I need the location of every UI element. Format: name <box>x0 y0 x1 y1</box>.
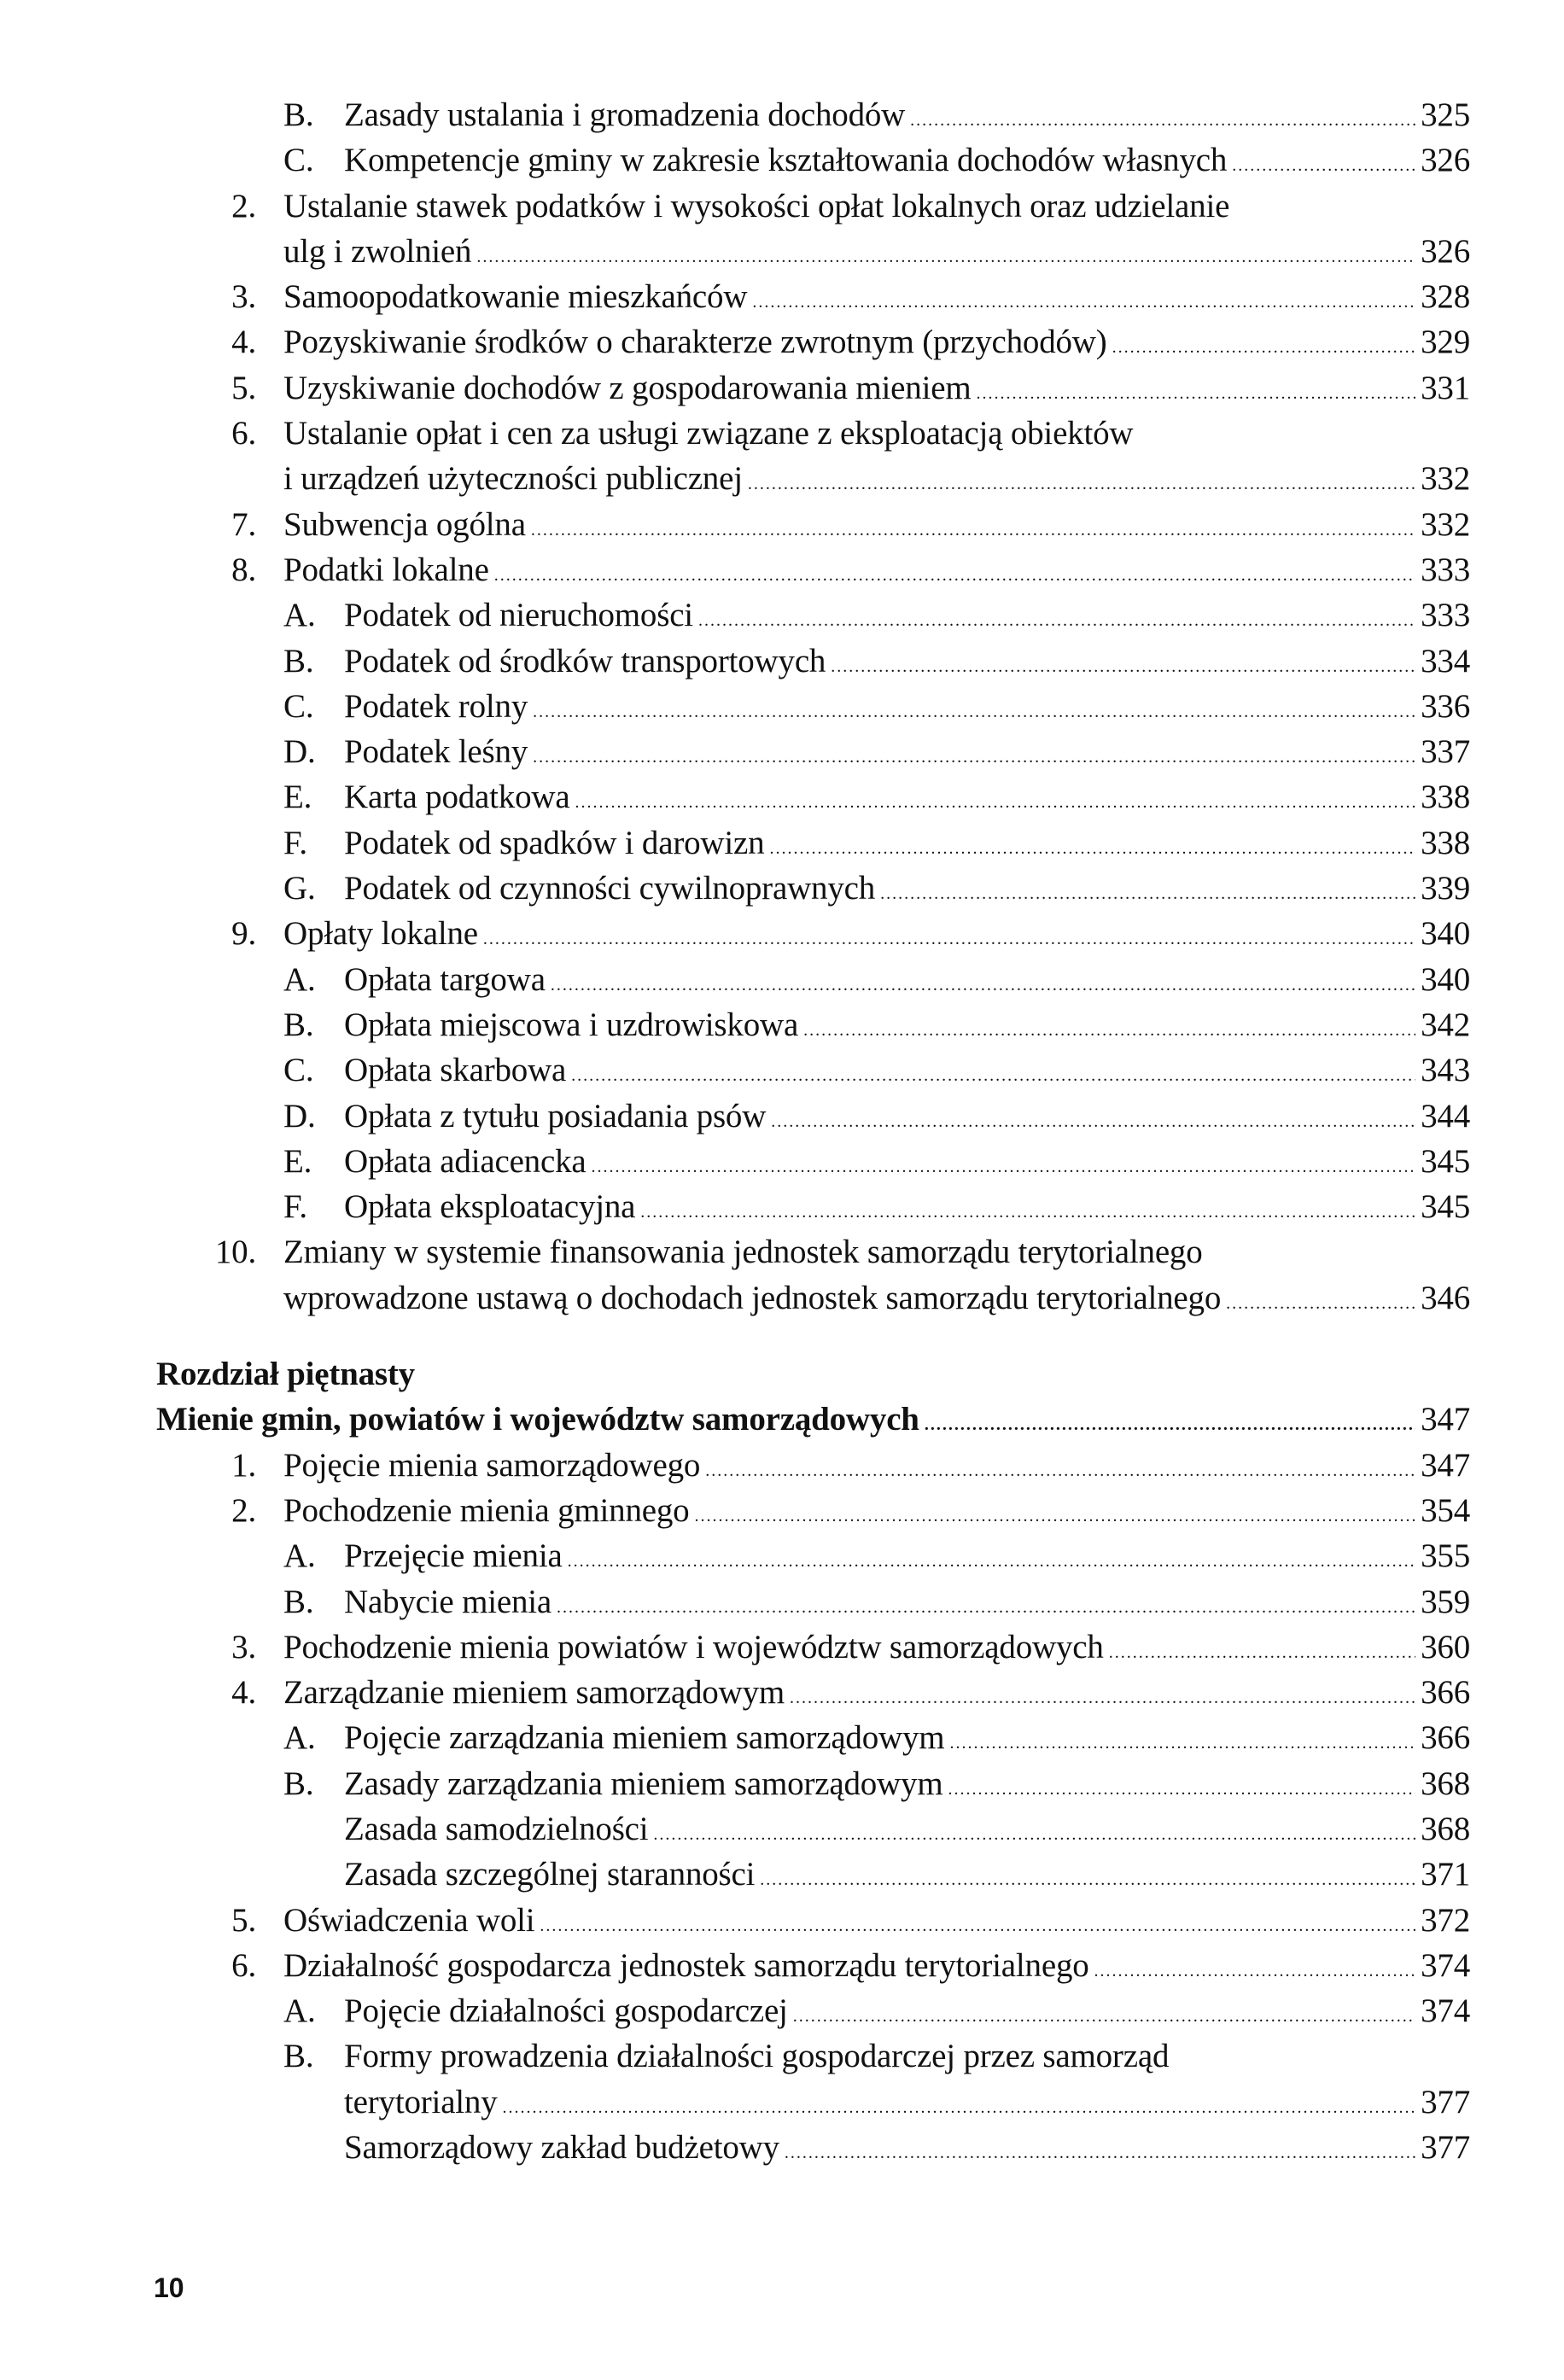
entry-title: Opłata skarbowa <box>344 1052 567 1089</box>
entry-page: 377 <box>1421 2129 1470 2167</box>
entry-title: Karta podatkowa <box>344 779 570 816</box>
entry-page: 344 <box>1421 1097 1470 1135</box>
leader-dots <box>1112 325 1416 370</box>
entry-letter: C. <box>283 687 314 725</box>
entry-page: 345 <box>1421 1142 1470 1180</box>
entry-line <box>283 1943 1470 1994</box>
entry-page: 374 <box>1421 1946 1470 1984</box>
entry-letter: B. <box>283 1765 314 1802</box>
leader-dots <box>976 371 1415 417</box>
leader-dots <box>533 735 1415 780</box>
entry-line <box>344 2125 1470 2176</box>
leader-dots <box>694 1494 1415 1539</box>
entry-page: 329 <box>1421 324 1470 361</box>
entry-title: Ustalanie opłat i cen za usługi związane z eksploatacją obiektów <box>283 415 1134 452</box>
entry-page: 368 <box>1421 1765 1470 1802</box>
toc-entry <box>0 1488 1564 1533</box>
chapter-page: 347 <box>1421 1401 1470 1438</box>
entry-page: 332 <box>1421 505 1470 543</box>
entry-page: 332 <box>1421 460 1470 498</box>
leader-dots <box>910 98 1415 143</box>
entry-letter: D. <box>283 733 316 771</box>
entry-page: 374 <box>1421 1992 1470 2030</box>
leader-dots <box>785 2131 1415 2176</box>
entry-number: 10. <box>214 1234 256 1271</box>
entry-page: 339 <box>1421 870 1470 907</box>
entry-title: Opłata z tytułu posiadania psów <box>344 1097 767 1135</box>
entry-line <box>283 229 1470 280</box>
entry-page: 342 <box>1421 1006 1470 1043</box>
entry-line <box>344 639 1470 690</box>
entry-line <box>283 184 1470 229</box>
toc-entry <box>0 2033 1564 2079</box>
entry-page: 337 <box>1421 733 1470 771</box>
entry-title: Samoopodatkowanie mieszkańców <box>283 278 748 316</box>
entry-number: 5. <box>231 1901 256 1939</box>
leader-dots <box>1094 1949 1416 1994</box>
entry-letter: C. <box>283 1052 314 1089</box>
entry-line <box>344 1002 1470 1053</box>
leader-dots <box>790 1676 1415 1721</box>
entry-title: Opłata miejscowa i uzdrowiskowa <box>344 1006 799 1043</box>
toc-entry <box>0 365 1564 411</box>
toc-entry <box>0 1047 1564 1093</box>
leader-dots <box>476 235 1415 280</box>
chapter-heading <box>0 1351 1564 1397</box>
entry-title: Podatek od środków transportowych <box>344 642 826 680</box>
entry-line <box>283 411 1470 456</box>
leader-dots <box>494 553 1415 598</box>
entry-line <box>344 866 1470 917</box>
leader-dots <box>880 872 1415 917</box>
entry-title: Zasady ustalania i gromadzenia dochodów <box>344 96 906 133</box>
leader-dots <box>557 1585 1415 1630</box>
entry-line <box>344 1184 1470 1235</box>
entry-line <box>283 456 1470 507</box>
leader-dots <box>640 1190 1415 1235</box>
entry-title: Oświadczenia woli <box>283 1901 535 1939</box>
entry-line <box>283 365 1470 417</box>
entry-page: 360 <box>1421 1628 1470 1665</box>
entry-line <box>283 1898 1470 1949</box>
entry-line <box>344 957 1470 1008</box>
entry-line <box>344 592 1470 644</box>
leader-dots <box>760 1858 1415 1903</box>
toc-entry <box>0 1533 1564 1578</box>
entry-line <box>344 1533 1470 1584</box>
entry-letter: A. <box>283 960 316 998</box>
entry-title: Pojęcie zarządzania mieniem samorządowym <box>344 1719 945 1757</box>
entry-line <box>344 1139 1470 1190</box>
toc-entry <box>0 229 1564 274</box>
leader-dots <box>705 1449 1415 1494</box>
entry-title: terytorialny <box>344 2083 498 2120</box>
entry-line <box>344 1806 1470 1858</box>
entry-letter: B. <box>283 1583 314 1620</box>
leader-dots <box>793 1994 1415 2039</box>
toc-entry <box>0 957 1564 1002</box>
chapter-title <box>0 1397 1564 1442</box>
leader-dots <box>803 1008 1415 1053</box>
toc-entry <box>0 319 1564 365</box>
entry-number: 3. <box>231 278 256 316</box>
entry-title: Pochodzenie mienia powiatów i województw samorządowych <box>283 1628 1104 1665</box>
entry-page: 333 <box>1421 597 1470 634</box>
entry-page: 354 <box>1421 1491 1470 1529</box>
entry-line <box>344 1852 1470 1903</box>
entry-page: 366 <box>1421 1674 1470 1712</box>
leader-dots <box>503 2085 1416 2131</box>
entry-number: 5. <box>231 369 256 406</box>
toc-entry <box>0 820 1564 866</box>
entry-title: Uzyskiwanie dochodów z gospodarowania mieniem <box>283 369 972 406</box>
entry-line <box>344 820 1470 872</box>
entry-page: 338 <box>1421 824 1470 861</box>
entry-page: 334 <box>1421 642 1470 680</box>
entry-line <box>344 1047 1470 1099</box>
entry-title: Podatek leśny <box>344 733 528 771</box>
toc-entry <box>0 1898 1564 1943</box>
entry-line <box>344 1579 1470 1630</box>
entry-title: Podatek od nieruchomości <box>344 597 693 634</box>
leader-dots <box>752 280 1415 325</box>
entry-line <box>344 1715 1470 1766</box>
toc-entry <box>0 137 1564 183</box>
leader-dots <box>568 1539 1416 1584</box>
leader-dots <box>769 826 1415 872</box>
toc-entry <box>0 1275 1564 1321</box>
entry-title: Przejęcie mienia <box>344 1537 563 1575</box>
entry-page: 366 <box>1421 1719 1470 1757</box>
entry-line <box>283 502 1470 553</box>
toc-entry <box>0 1806 1564 1852</box>
entry-number: 2. <box>231 1491 256 1529</box>
toc-entry <box>0 592 1564 638</box>
entry-number: 8. <box>231 551 256 588</box>
toc-entry <box>0 92 1564 137</box>
entry-number: 6. <box>231 1946 256 1984</box>
entry-letter: A. <box>283 1719 316 1757</box>
chapter-heading-line <box>156 1351 1470 1397</box>
page-number: 10 <box>154 2272 184 2303</box>
entry-title: Zarządzanie mieniem samorządowym <box>283 1674 785 1712</box>
entry-letter: A. <box>283 1992 316 2030</box>
table-of-contents <box>0 92 1564 2170</box>
leader-dots <box>1232 143 1415 189</box>
entry-page: 326 <box>1421 142 1470 179</box>
entry-page: 346 <box>1421 1279 1470 1316</box>
entry-title: Działalność gospodarcza jednostek samorządu terytorialnego <box>283 1946 1089 1984</box>
entry-page: 336 <box>1421 687 1470 725</box>
entry-line <box>283 1670 1470 1721</box>
entry-line <box>344 774 1470 825</box>
entry-title: Podatek od spadków i darowizn <box>344 824 765 861</box>
entry-page: 343 <box>1421 1052 1470 1089</box>
entry-letter: C. <box>283 142 314 179</box>
toc-entry <box>0 1670 1564 1715</box>
entry-line <box>344 1988 1470 2039</box>
entry-title: Opłaty lokalne <box>283 915 478 953</box>
entry-title: Zmiany w systemie finansowania jednostek samorządu terytorialnego <box>283 1234 1203 1271</box>
entry-page: 377 <box>1421 2083 1470 2120</box>
entry-letter: B. <box>283 2038 314 2075</box>
entry-line <box>344 1761 1470 1812</box>
entry-number: 4. <box>231 324 256 361</box>
toc-entry <box>0 184 1564 229</box>
toc-entry <box>0 684 1564 729</box>
entry-line <box>283 1275 1470 1327</box>
entry-title: Ustalanie stawek podatków i wysokości opłat lokalnych oraz udzielanie <box>283 187 1230 225</box>
entry-title: Pojęcie działalności gospodarczej <box>344 1992 788 2030</box>
entry-line <box>283 911 1470 962</box>
entry-title: Podatki lokalne <box>283 551 489 588</box>
entry-title: Zasady zarządzania mieniem samorządowym <box>344 1765 943 1802</box>
entry-number: 3. <box>231 1628 256 1665</box>
entry-page: 340 <box>1421 915 1470 953</box>
toc-entry <box>0 1852 1564 1897</box>
toc-entry <box>0 1002 1564 1047</box>
entry-page: 347 <box>1421 1446 1470 1484</box>
entry-title: Formy prowadzenia działalności gospodarczej przez samorząd <box>344 2038 1170 2075</box>
entry-number: 6. <box>231 415 256 452</box>
entry-letter: A. <box>283 1537 316 1575</box>
toc-entry <box>0 1761 1564 1806</box>
toc-entry <box>0 1229 1564 1275</box>
leader-dots <box>1226 1281 1415 1327</box>
entry-letter: D. <box>283 1097 316 1135</box>
entry-line <box>344 729 1470 780</box>
entry-letter: B. <box>283 642 314 680</box>
leader-dots <box>531 508 1415 553</box>
entry-number: 9. <box>231 915 256 953</box>
entry-line <box>283 274 1470 325</box>
leader-dots <box>925 1403 1415 1448</box>
entry-line <box>344 684 1470 735</box>
entry-number: 7. <box>231 505 256 543</box>
entry-page: 359 <box>1421 1583 1470 1620</box>
chapter-title-line <box>156 1397 1470 1448</box>
entry-letter: B. <box>283 96 314 133</box>
entry-title: Pojęcie mienia samorządowego <box>283 1446 701 1484</box>
toc-entry <box>0 774 1564 820</box>
toc-entry <box>0 1184 1564 1229</box>
toc-entry <box>0 1715 1564 1760</box>
toc-entry <box>0 456 1564 501</box>
toc-entry <box>0 547 1564 592</box>
entry-line <box>344 92 1470 143</box>
entry-number: 2. <box>231 187 256 225</box>
chapter-number: Rozdział piętnasty <box>156 1356 415 1393</box>
entry-line <box>344 1094 1470 1145</box>
entry-page: 372 <box>1421 1901 1470 1939</box>
entry-title: Nabycie mienia <box>344 1583 552 1620</box>
toc-entry <box>0 866 1564 911</box>
entry-title: Opłata adiacencka <box>344 1142 586 1180</box>
leader-dots <box>771 1100 1415 1145</box>
chapter-title-text: Mienie gmin, powiatów i województw samorządowych <box>156 1401 919 1438</box>
entry-letter: G. <box>283 870 316 907</box>
leader-dots <box>551 963 1415 1008</box>
entry-page: 325 <box>1421 96 1470 133</box>
leader-dots <box>698 598 1415 644</box>
entry-title: wprowadzone ustawą o dochodach jednostek samorządu terytorialnego <box>283 1279 1222 1316</box>
toc-entry <box>0 639 1564 684</box>
toc-entry <box>0 1094 1564 1139</box>
toc-entry <box>0 1579 1564 1625</box>
entry-page: 345 <box>1421 1188 1470 1226</box>
entry-line <box>283 1488 1470 1539</box>
entry-line <box>283 1625 1470 1676</box>
entry-page: 368 <box>1421 1810 1470 1847</box>
entry-page: 371 <box>1421 1856 1470 1893</box>
entry-number: 4. <box>231 1674 256 1712</box>
entry-title: Podatek rolny <box>344 687 528 725</box>
entry-title: Opłata targowa <box>344 960 546 998</box>
toc-entry <box>0 1943 1564 1988</box>
entry-title: Pozyskiwanie środków o charakterze zwrotnym (przychodów) <box>283 324 1107 361</box>
toc-entry <box>0 2080 1564 2125</box>
leader-dots <box>540 1904 1415 1949</box>
entry-page: 340 <box>1421 960 1470 998</box>
toc-entry <box>0 274 1564 319</box>
leader-dots <box>592 1145 1416 1190</box>
leader-dots <box>949 1721 1415 1766</box>
toc-entry <box>0 2125 1564 2170</box>
leader-dots <box>483 917 1415 962</box>
entry-letter: A. <box>283 597 316 634</box>
entry-title: Samorządowy zakład budżetowy <box>344 2129 779 2167</box>
entry-title: i urządzeń użyteczności publicznej <box>283 460 743 498</box>
toc-entry <box>0 411 1564 456</box>
entry-title: Subwencja ogólna <box>283 505 526 543</box>
entry-page: 338 <box>1421 779 1470 816</box>
leader-dots <box>571 1053 1415 1099</box>
entry-letter: E. <box>283 1142 312 1180</box>
entry-page: 355 <box>1421 1537 1470 1575</box>
entry-title: Podatek od czynności cywilnoprawnych <box>344 870 876 907</box>
entry-page: 326 <box>1421 232 1470 270</box>
entry-line <box>344 137 1470 189</box>
leader-dots <box>575 780 1415 825</box>
toc-entry <box>0 729 1564 774</box>
entry-line <box>344 2033 1470 2079</box>
entry-letter: F. <box>283 1188 307 1226</box>
entry-number: 1. <box>231 1446 256 1484</box>
toc-entry <box>0 911 1564 956</box>
entry-title: Pochodzenie mienia gminnego <box>283 1491 690 1529</box>
entry-title: Opłata eksploatacyjna <box>344 1188 636 1226</box>
toc-entry <box>0 502 1564 547</box>
entry-page: 328 <box>1421 278 1470 316</box>
entry-line <box>283 1229 1470 1275</box>
toc-entry <box>0 1443 1564 1488</box>
toc-entry <box>0 1139 1564 1184</box>
entry-page: 331 <box>1421 369 1470 406</box>
toc-entry <box>0 1625 1564 1670</box>
entry-line <box>344 2080 1470 2131</box>
leader-dots <box>831 645 1415 690</box>
entry-letter: E. <box>283 779 312 816</box>
leader-dots <box>748 462 1415 507</box>
entry-letter: F. <box>283 824 307 861</box>
entry-page: 333 <box>1421 551 1470 588</box>
entry-letter: B. <box>283 1006 314 1043</box>
entry-title: ulg i zwolnień <box>283 232 472 270</box>
entry-title: Kompetencje gminy w zakresie kształtowania dochodów własnych <box>344 142 1228 179</box>
entry-title: Zasada szczególnej staranności <box>344 1856 756 1893</box>
entry-line <box>283 547 1470 598</box>
leader-dots <box>653 1812 1415 1858</box>
toc-entry <box>0 1988 1564 2033</box>
entry-line <box>283 319 1470 370</box>
entry-title: Zasada samodzielności <box>344 1810 649 1847</box>
entry-line <box>283 1443 1470 1494</box>
leader-dots <box>533 690 1415 735</box>
leader-dots <box>948 1767 1415 1812</box>
leader-dots <box>1109 1630 1415 1676</box>
